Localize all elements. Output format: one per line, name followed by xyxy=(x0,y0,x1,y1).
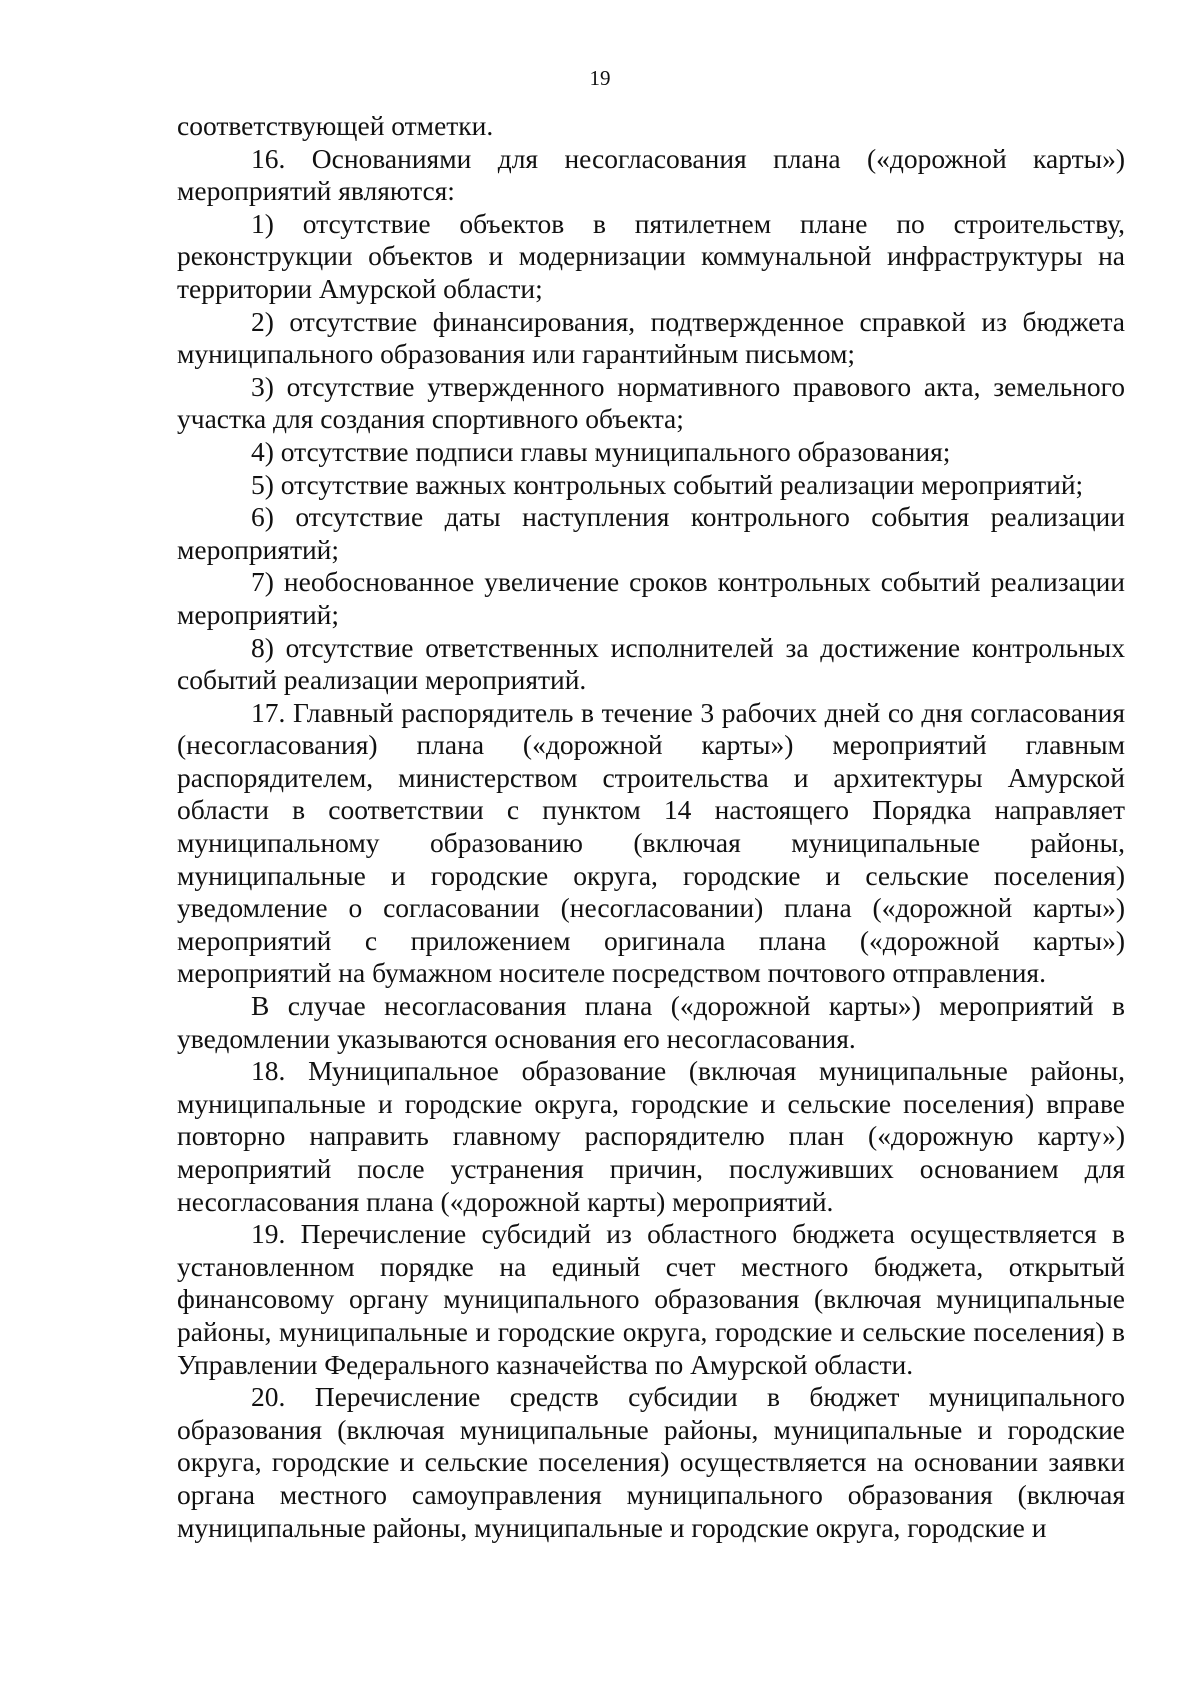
list-item-1: 1) отсутствие объектов в пятилетнем плане по строительству, реконструкции объектов и модернизации коммунальной инфраструктуры на территории Амурской области; xyxy=(177,207,1125,304)
paragraph-17: 17. Главный распорядитель в течение 3 рабочих дней со дня согласования (несогласования) плана («дорожной карты») мероприятий главным распорядителем, министерством строительства и архитектуры Амурской области в соответствии с пунктом 14 настоящего Порядка направляет муниципальному образованию (включая муниципальные районы, муниципальные и городские округа, городские и сельские поселения) уведомление о согласовании (несогласовании) плана («дорожной карты») мероприятий с приложением оригинала плана («дорожной карты») мероприятий на бумажном носителе посредством почтового отправления. xyxy=(177,696,1125,989)
list-item-3: 3) отсутствие утвержденного нормативного правового акта, земельного участка для создания спортивного объекта; xyxy=(177,370,1125,435)
list-item-2: 2) отсутствие финансирования, подтвержденное справкой из бюджета муниципального образования или гарантийным письмом; xyxy=(177,305,1125,370)
paragraph-18: 18. Муниципальное образование (включая муниципальные районы, муниципальные и городские округа, городские и сельские поселения) вправе повторно направить главному распорядителю план («дорожную карту») мероприятий после устранения причин, послуживших основанием для несогласования плана («дорожной карты) мероприятий. xyxy=(177,1055,1125,1217)
paragraph-17-note: В случае несогласования плана («дорожной карты») мероприятий в уведомлении указываются основания его несогласования. xyxy=(177,990,1125,1054)
paragraph-19: 19. Перечисление субсидий из областного бюджета осуществляется в установленном порядке на единый счет местного бюджета, открытый финансовому органу муниципального образования (включая муниципальные районы, муниципальные и городские округа, городские и сельские поселения) в Управлении Федерального казначейства по Амурской области. xyxy=(177,1218,1125,1380)
paragraph-20: 20. Перечисление средств субсидии в бюджет муниципального образования (включая муниципальные районы, муниципальные и городские округа, городские и сельские поселения) осуществляется на основании заявки органа местного самоуправления муниципального образования (включая муниципальные районы, муниципальные и городские округа, городские и xyxy=(177,1381,1125,1543)
list-item-5: 5) отсутствие важных контрольных событий реализации мероприятий; xyxy=(251,468,1084,500)
paragraph-continuation: соответствующей отметки. xyxy=(177,110,494,141)
page-number: 19 xyxy=(589,66,611,90)
list-item-7: 7) необоснованное увеличение сроков контрольных событий реализации мероприятий; xyxy=(177,566,1125,630)
list-item-8: 8) отсутствие ответственных исполнителей за достижение контрольных событий реализации мероприятий. xyxy=(177,631,1125,696)
list-item-6: 6) отсутствие даты наступления контрольного события реализации мероприятий; xyxy=(177,501,1125,565)
list-item-4: 4) отсутствие подписи главы муниципального образования; xyxy=(251,435,951,467)
paragraph-16: 16. Основаниями для несогласования плана («дорожной карты») мероприятий являются: xyxy=(177,142,1125,207)
document-body xyxy=(177,110,1125,1544)
